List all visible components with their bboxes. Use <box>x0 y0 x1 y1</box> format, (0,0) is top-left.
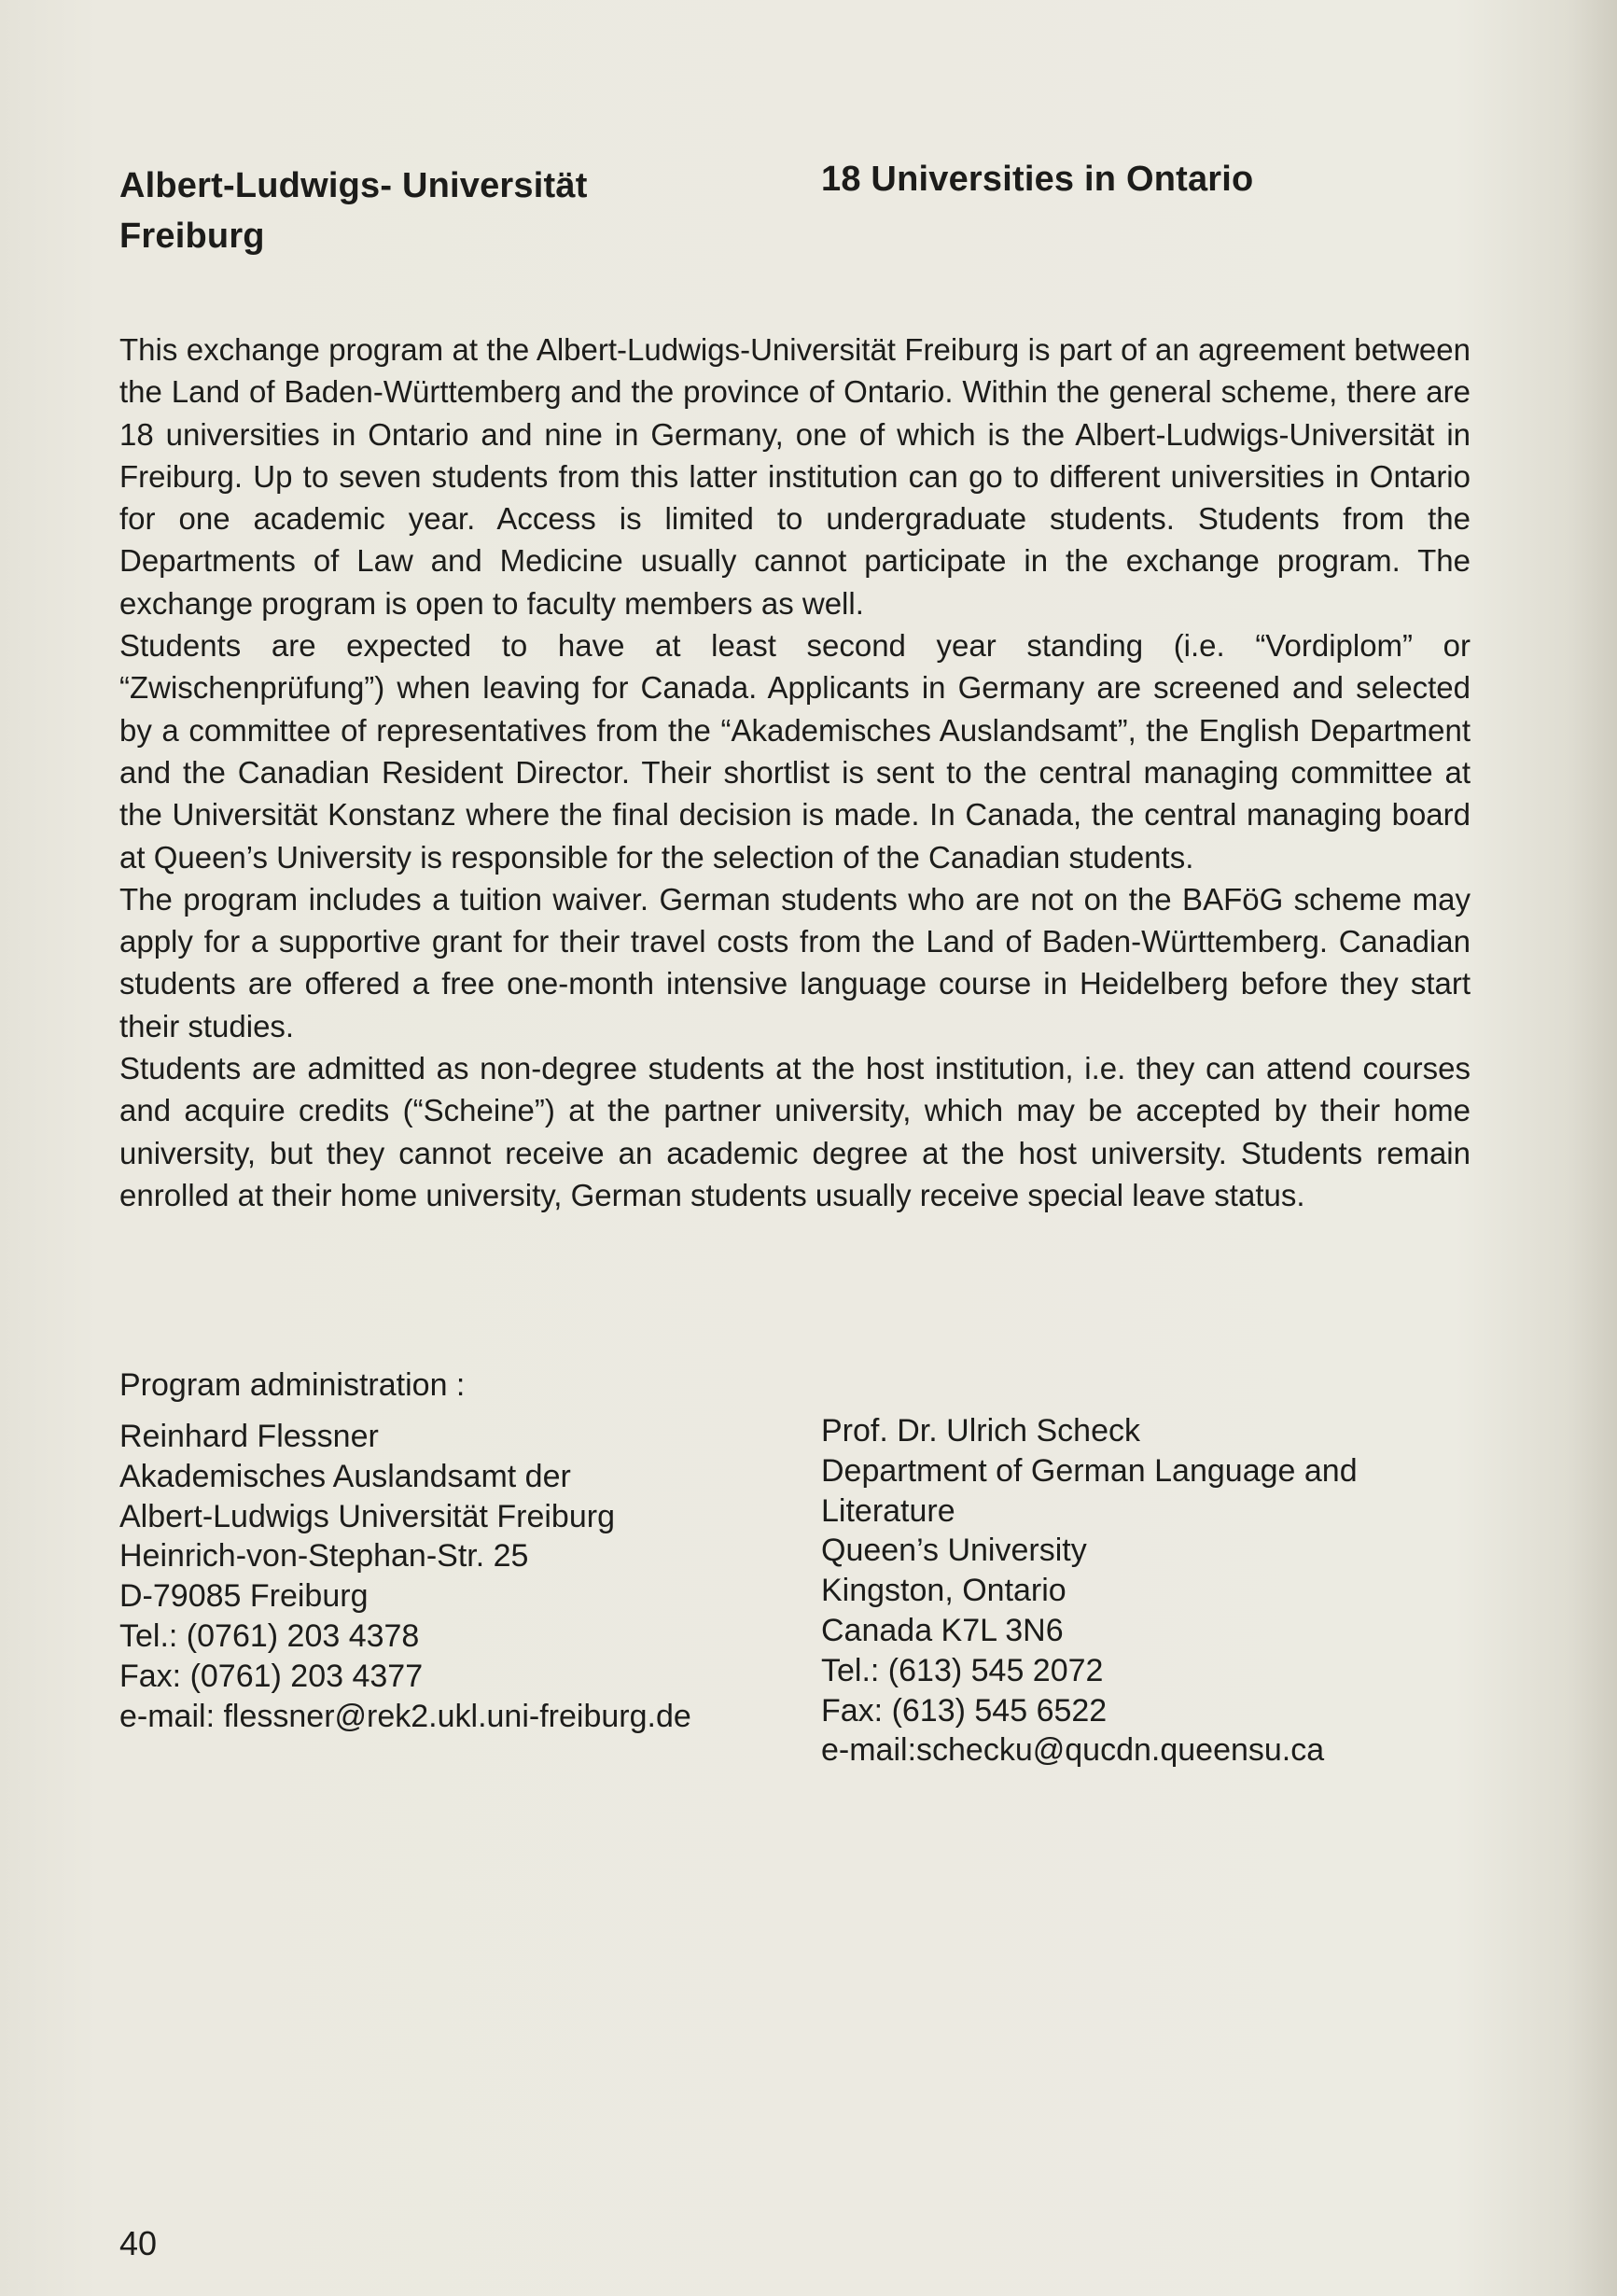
contact-line: Reinhard Flessner <box>119 1419 379 1454</box>
paragraph: The program includes a tuition waiver. German students who are not on the BAFöG scheme may apply for a supportive grant for their travel costs from the Land of Baden-Württemberg. Canadian students are offered a free one-month intensive language course in Heidelberg before they start their studies. <box>119 881 1471 1043</box>
contact-line: Tel.: (0761) 203 4378 <box>119 1617 420 1654</box>
contact-line: Fax: (613) 545 6522 <box>821 1692 1108 1729</box>
contact-line: Fax: (0761) 203 4377 <box>119 1658 424 1694</box>
contact-line: Albert-Ludwigs Universität Freiburg <box>119 1498 615 1534</box>
contact-line: Department of German Language and <box>821 1452 1358 1489</box>
contact-line: D-79085 Freiburg <box>119 1578 369 1615</box>
contact-line: Akademisches Auslandsamt der <box>119 1458 571 1494</box>
contact-freiburg <box>119 1417 773 1736</box>
paragraph: This exchange program at the Albert-Ludwigs-Universität Freiburg is part of an agreement between the Land of Baden-Württemberg and the province of Ontario. Within the general scheme, there are 18 universities in Ontario and nine in Germany, one of which is the Albert-Ludwigs-Universität in Freiburg. Up to seven students from this latter institution can go to different universities in Ontario for one academic year. Access is limited to undergraduate students. Students from the Departments of Law and Medicine usually cannot participate in the exchange program. The exchange program is open to faculty members as well. <box>119 332 1471 621</box>
institution-heading-line1: Albert-Ludwigs- Universität <box>119 166 588 205</box>
contact-line: Literature <box>821 1492 955 1529</box>
contact-line: Heinrich-von-Stephan-Str. 25 <box>119 1538 529 1575</box>
contact-line: Prof. Dr. Ulrich Scheck <box>821 1413 1140 1449</box>
contact-queens <box>821 1411 1474 1771</box>
partner-heading: 18 Universities in Ontario <box>821 160 1254 199</box>
paragraph: Students are admitted as non-degree students at the host institution, i.e. they can attend courses and acquire credits (“Scheine”) at the partner university, which may be accepted by their home university, but they cannot receive an academic degree at the host university. Students remain enrolled at their home university, German students usually receive special leave status. <box>119 1051 1471 1212</box>
institution-heading <box>119 161 679 261</box>
program-description <box>119 329 1471 1216</box>
contact-email: e-mail: flessner@rek2.ukl.uni-freiburg.de <box>119 1698 691 1734</box>
contact-line: Kingston, Ontario <box>821 1573 1066 1609</box>
contact-line: Tel.: (613) 545 2072 <box>821 1652 1104 1688</box>
contact-email: e-mail:schecku@qucdn.queensu.ca <box>821 1732 1325 1769</box>
contact-line: Canada K7L 3N6 <box>821 1612 1064 1648</box>
contact-line: Queen’s University <box>821 1533 1087 1569</box>
paragraph: Students are expected to have at least second year standing (i.e. “Vordiplom” or “Zwischenprüfung”) when leaving for Canada. Applicants in Germany are screened and selected by a committee of representatives from the “Akademisches Auslandsamt”, the English Department and the Canadian Resident Director. Their shortlist is sent to the central managing committee at the Universität Konstanz where the final decision is made. In Canada, the central managing board at Queen’s University is responsible for the selection of the Canadian students. <box>119 628 1471 875</box>
program-administration-label: Program administration : <box>119 1367 466 1403</box>
page-number: 40 <box>119 2224 158 2262</box>
institution-heading-line2: Freiburg <box>119 217 265 256</box>
